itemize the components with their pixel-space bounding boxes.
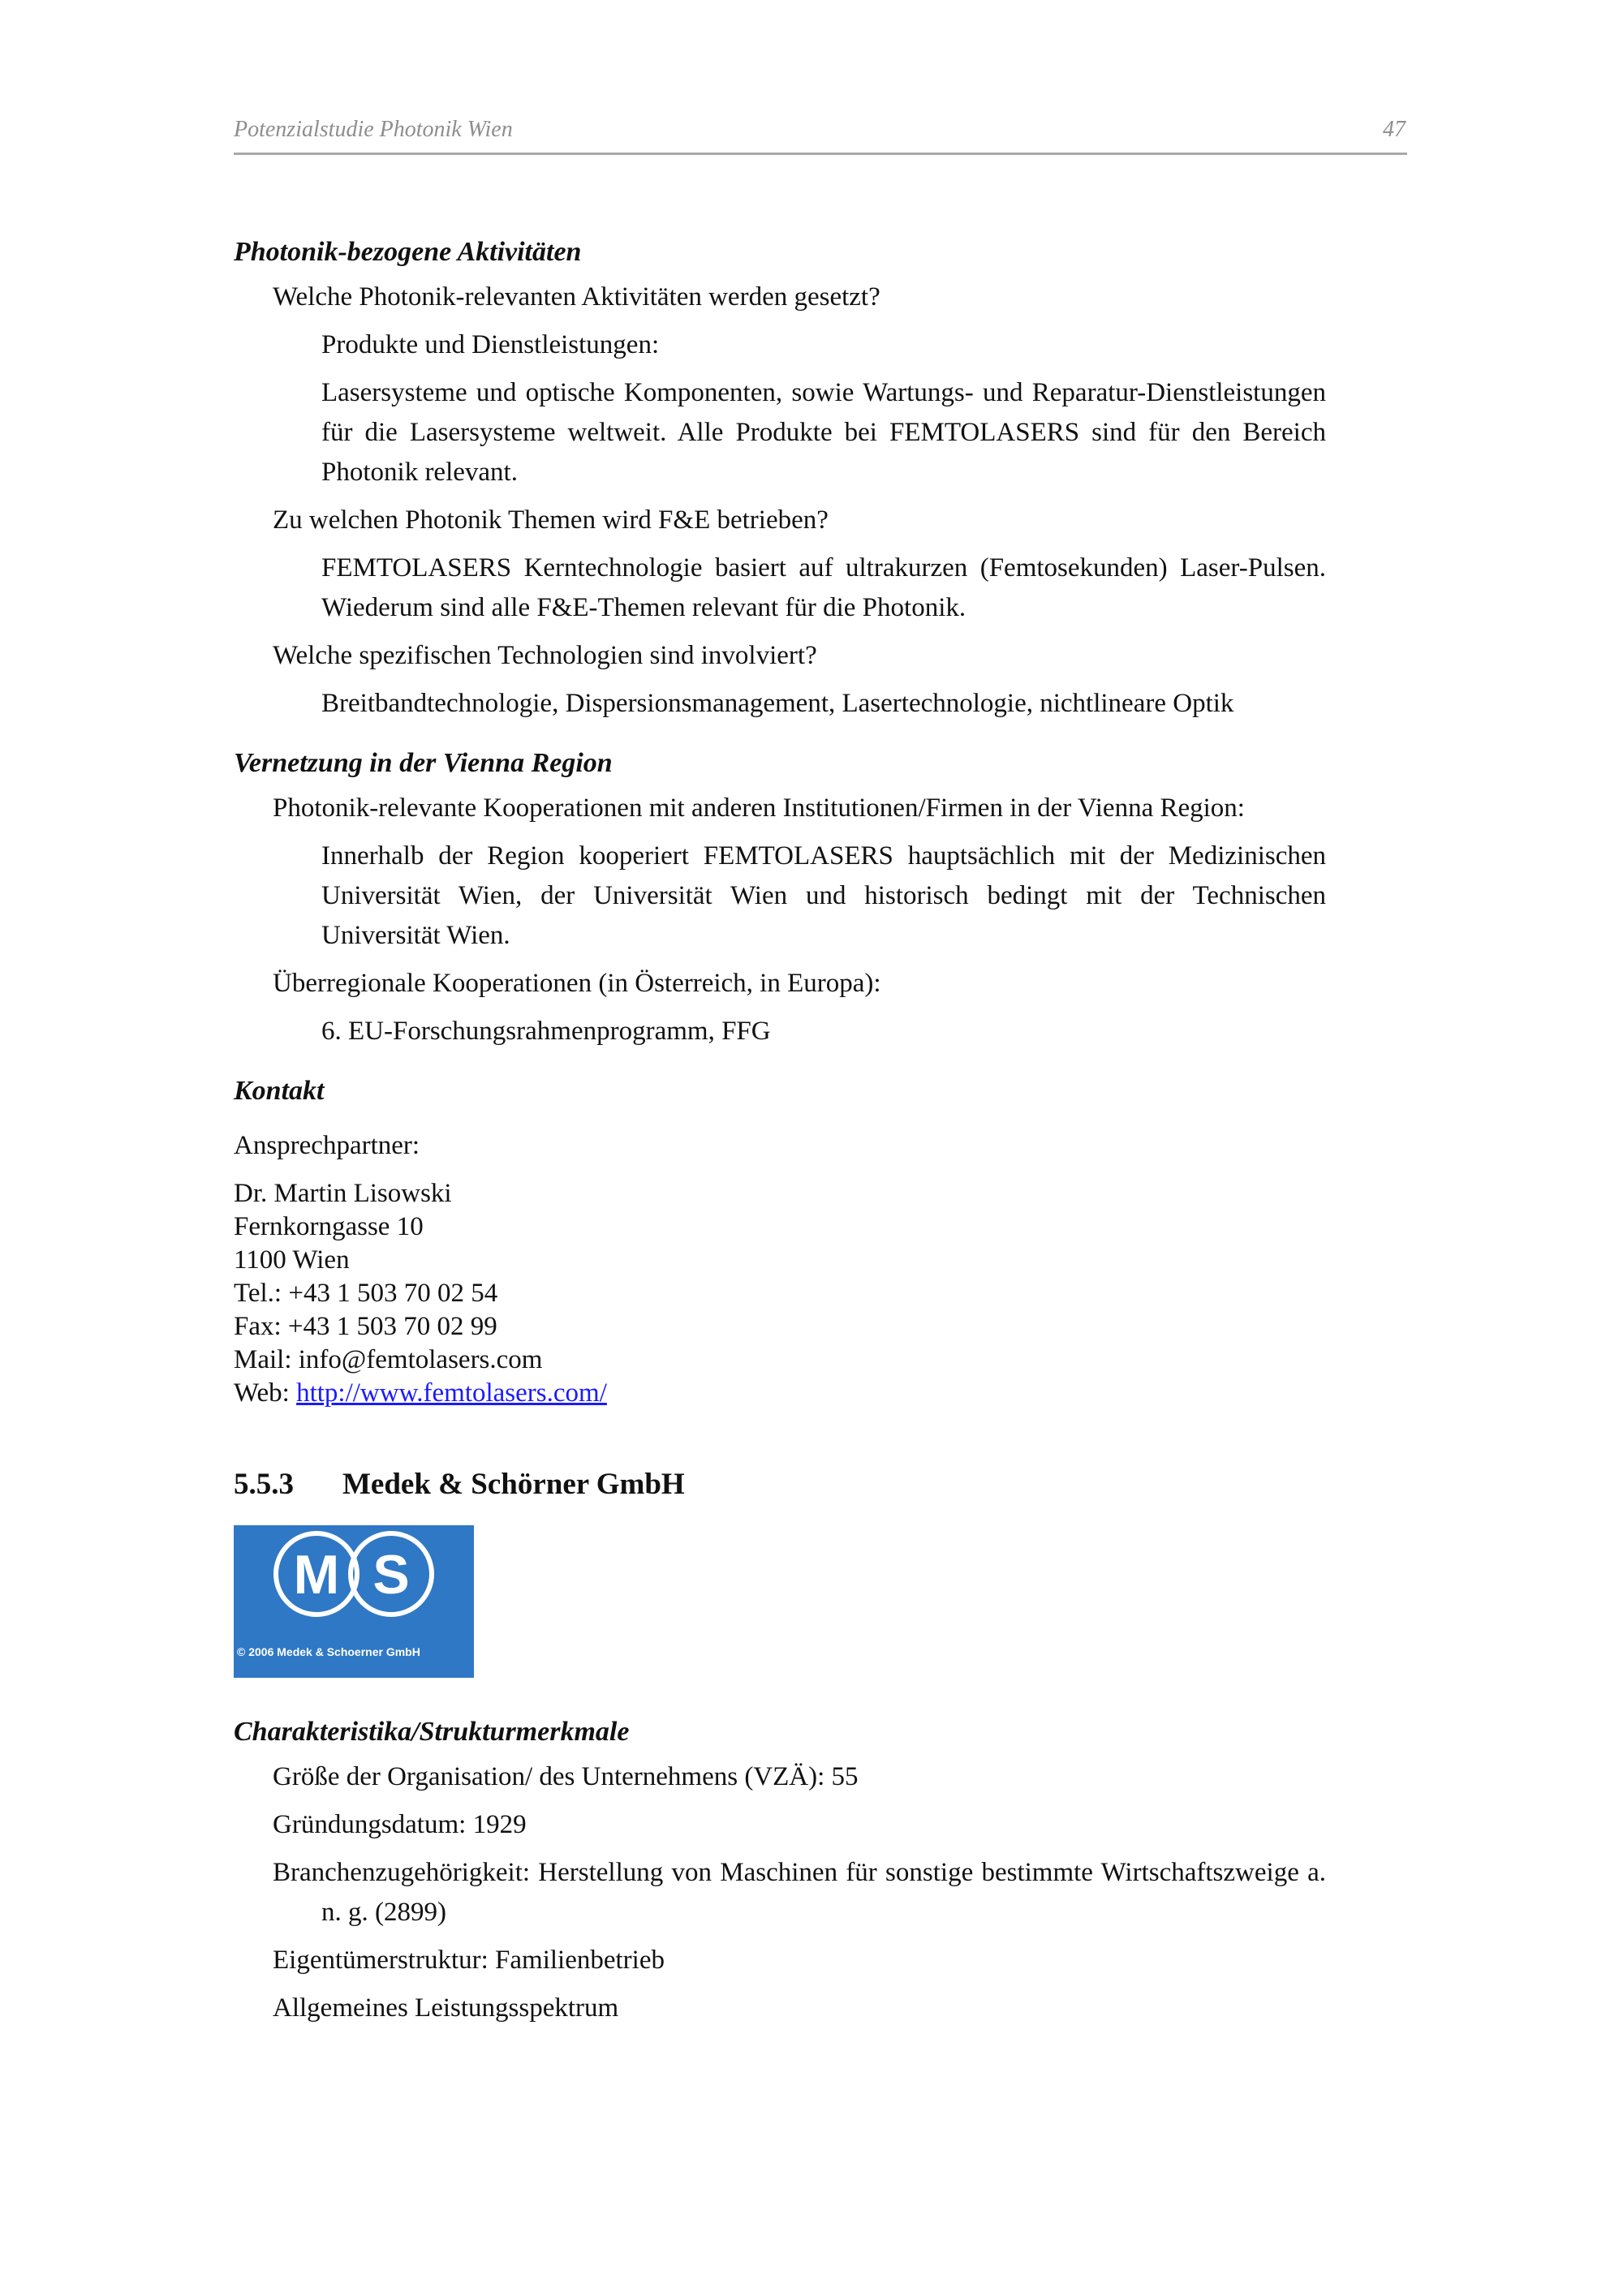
contact-web [234,1377,1326,1410]
answer-supraregional-cooperation: 6. EU-Forschungsrahmenprogramm, FFG [321,1017,771,1046]
question-technologies: Welche spezifischen Technologien sind involviert? [273,641,817,670]
heading-vernetzung: Vernetzung in der Vienna Region [234,748,613,778]
contact-block [234,1177,1326,1410]
section-title: Medek & Schörner GmbH [342,1468,685,1501]
service-spectrum: Allgemeines Leistungsspektrum [273,1993,619,2023]
company-logo [234,1525,474,1678]
ownership-structure: Eigentümerstruktur: Familienbetrieb [273,1946,665,1975]
page-number: 47 [1383,117,1406,142]
question-supraregional-cooperation: Überregionale Kooperationen (in Österreich, in Europa): [273,969,881,998]
industry-classification: Branchenzugehörigkeit: Herstellung von Maschinen für sonstige bestimmte Wirtschaftszweige a. n. g. (2899) [273,1858,1326,1927]
contact-phone: Tel.: +43 1 503 70 02 54 [234,1279,498,1308]
page-header [234,114,1407,155]
contact-web-label: Web: [234,1378,297,1408]
answer-technologies: Breitbandtechnologie, Dispersionsmanagement, Lasertechnologie, nichtlineare Optik [321,689,1234,718]
answer-regional-cooperation: Innerhalb der Region kooperiert FEMTOLASERS hauptsächlich mit der Medizinischen Universität Wien, der Universität Wien und historisch bedingt mit der Technischen Universität Wien. [321,841,1326,950]
answer-research-topics: FEMTOLASERS Kerntechnologie basiert auf ultrakurzen (Femtosekunden) Laser-Pulsen. Wiederum sind alle F&E-Themen relevant für die Photonik. [321,553,1326,622]
question-activities: Welche Photonik-relevanten Aktivitäten werden gesetzt? [273,282,880,312]
heading-charakteristika: Charakteristika/Strukturmerkmale [234,1717,630,1747]
section-number: 5.5.3 [234,1468,294,1501]
contact-mail: Mail: info@femtolasers.com [234,1345,543,1374]
contact-web-link[interactable]: http://www.femtolasers.com/ [296,1378,607,1408]
question-research-topics: Zu welchen Photonik Themen wird F&E betrieben? [273,505,829,535]
heading-photonik-activities: Photonik-bezogene Aktivitäten [234,237,582,267]
question-regional-cooperation: Photonik-relevante Kooperationen mit anderen Institutionen/Firmen in der Vienna Region: [273,793,1245,823]
logo-letter-s: S [372,1544,410,1606]
org-size: Größe der Organisation/ des Unternehmens (VZÄ): 55 [273,1762,859,1791]
section-heading [234,1467,1326,1503]
logo-letter-m: M [293,1544,340,1606]
page-content [234,235,1326,2028]
contact-city: 1100 Wien [234,1245,350,1275]
subquestion-products: Produkte und Dienstleistungen: [321,330,660,359]
running-title: Potenzialstudie Photonik Wien [234,117,513,142]
heading-kontakt: Kontakt [234,1076,325,1106]
contact-fax: Fax: +43 1 503 70 02 99 [234,1312,497,1341]
logo-caption: © 2006 Medek & Schoerner GmbH [237,1645,420,1658]
contact-label: Ansprechpartner: [234,1131,420,1160]
contact-street: Fernkorngasse 10 [234,1212,424,1241]
answer-products: Lasersysteme und optische Komponenten, sowie Wartungs- und Reparatur-Dienstleistungen für die Lasersysteme weltweit. Alle Produkte bei FEMTOLASERS sind für den Bereich Photonik relevant. [321,378,1326,487]
contact-name: Dr. Martin Lisowski [234,1179,452,1208]
founding-date: Gründungsdatum: 1929 [273,1810,527,1839]
